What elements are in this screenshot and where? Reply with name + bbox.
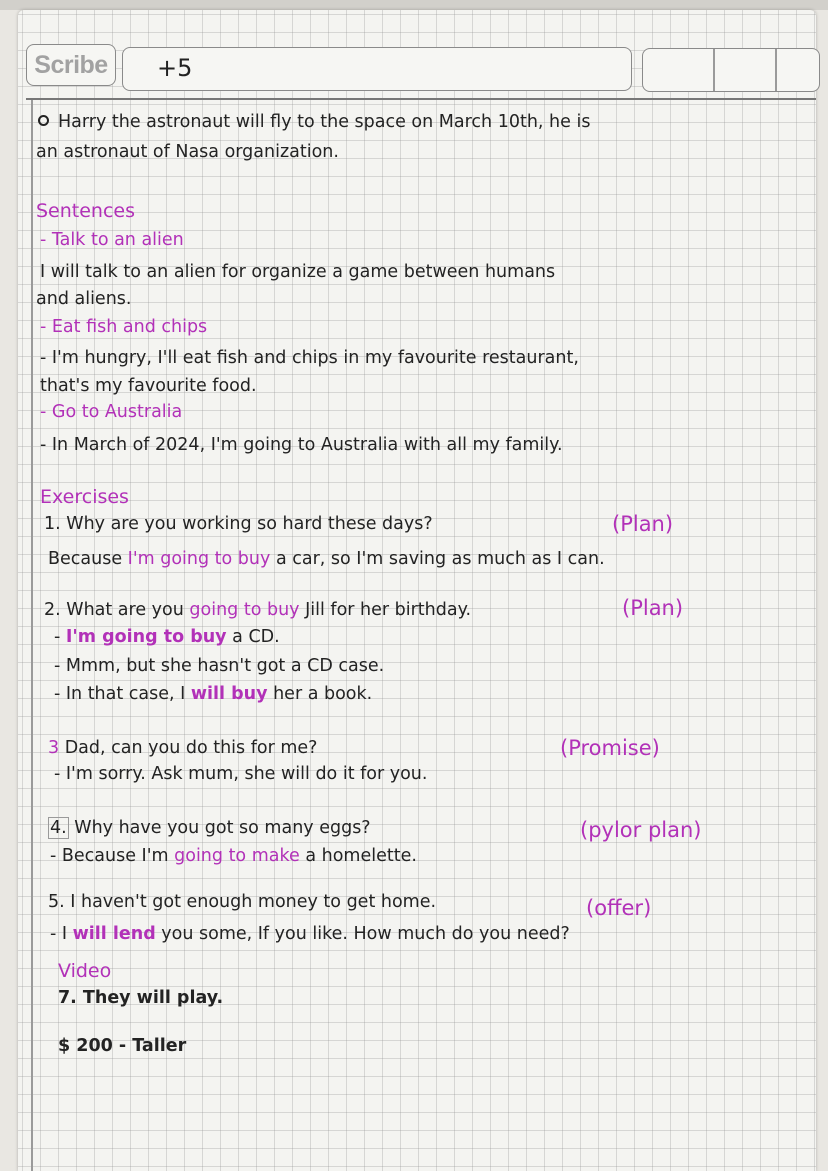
date-divider: [775, 49, 777, 91]
bullet-icon: [38, 115, 49, 126]
video-line: 7. They will play.: [58, 988, 224, 1008]
exercise-question: 2. What are you going to buy Jill for her birthday.: [44, 600, 472, 620]
exercise-answer: - I'm going to buy a CD.: [54, 627, 280, 647]
amount-line: $ 200 - Taller: [58, 1036, 187, 1056]
exercise-note: (Plan): [612, 512, 674, 536]
exercise-question: 3 Dad, can you do this for me?: [48, 738, 318, 758]
sentence-title: - Go to Australia: [40, 402, 183, 422]
page-title: +5: [157, 54, 193, 82]
exercise-answer: - I'm sorry. Ask mum, she will do it for you.: [54, 764, 428, 784]
intro-line: an astronaut of Nasa organization.: [36, 142, 339, 162]
sentence-line: - I'm hungry, I'll eat fish and chips in my favourite restaurant,: [40, 348, 579, 368]
exercise-number: 4.: [50, 818, 67, 838]
brand-box: [26, 44, 116, 86]
sentence-line: - In March of 2024, I'm going to Australia with all my family.: [40, 435, 563, 455]
exercise-answer: - In that case, I will buy her a book.: [54, 684, 373, 704]
exercise-note: (Promise): [560, 736, 660, 760]
exercise-answer: Because I'm going to buy a car, so I'm saving as much as I can.: [48, 549, 605, 569]
exercise-note: (offer): [586, 896, 652, 920]
exercise-note: (pylor plan): [580, 818, 702, 842]
intro-line: Harry the astronaut will fly to the space on March 10th, he is: [38, 112, 590, 132]
video-heading: Video: [58, 960, 112, 982]
brand-logo: Scribe: [34, 50, 108, 79]
page-top-edge: [0, 0, 828, 10]
sentence-line: and aliens.: [36, 289, 132, 309]
exercise-question: 1. Why are you working so hard these days?: [44, 514, 433, 534]
date-divider: [713, 49, 715, 91]
exercise-question: [48, 818, 371, 838]
exercise-answer: - Because I'm going to make a homelette.: [50, 846, 417, 866]
sentence-line: I will talk to an alien for organize a game between humans: [40, 262, 556, 282]
sentence-title: - Talk to an alien: [40, 230, 184, 250]
date-box: [642, 48, 820, 92]
exercise-question: 5. I haven't got enough money to get home.: [48, 892, 437, 912]
exercise-note: (Plan): [622, 596, 684, 620]
sentence-line: that's my favourite food.: [40, 376, 257, 396]
exercises-heading: Exercises: [40, 486, 129, 508]
exercise-answer: - I will lend you some, If you like. How much do you need?: [50, 924, 570, 944]
sentence-title: - Eat fish and chips: [40, 317, 208, 337]
sentences-heading: Sentences: [36, 200, 136, 222]
exercise-question-text: Why have you got so many eggs?: [68, 818, 371, 838]
header-rule: [26, 98, 816, 100]
title-box: [122, 47, 632, 91]
exercise-answer: - Mmm, but she hasn't got a CD case.: [54, 656, 385, 676]
margin-line: [31, 100, 33, 1171]
